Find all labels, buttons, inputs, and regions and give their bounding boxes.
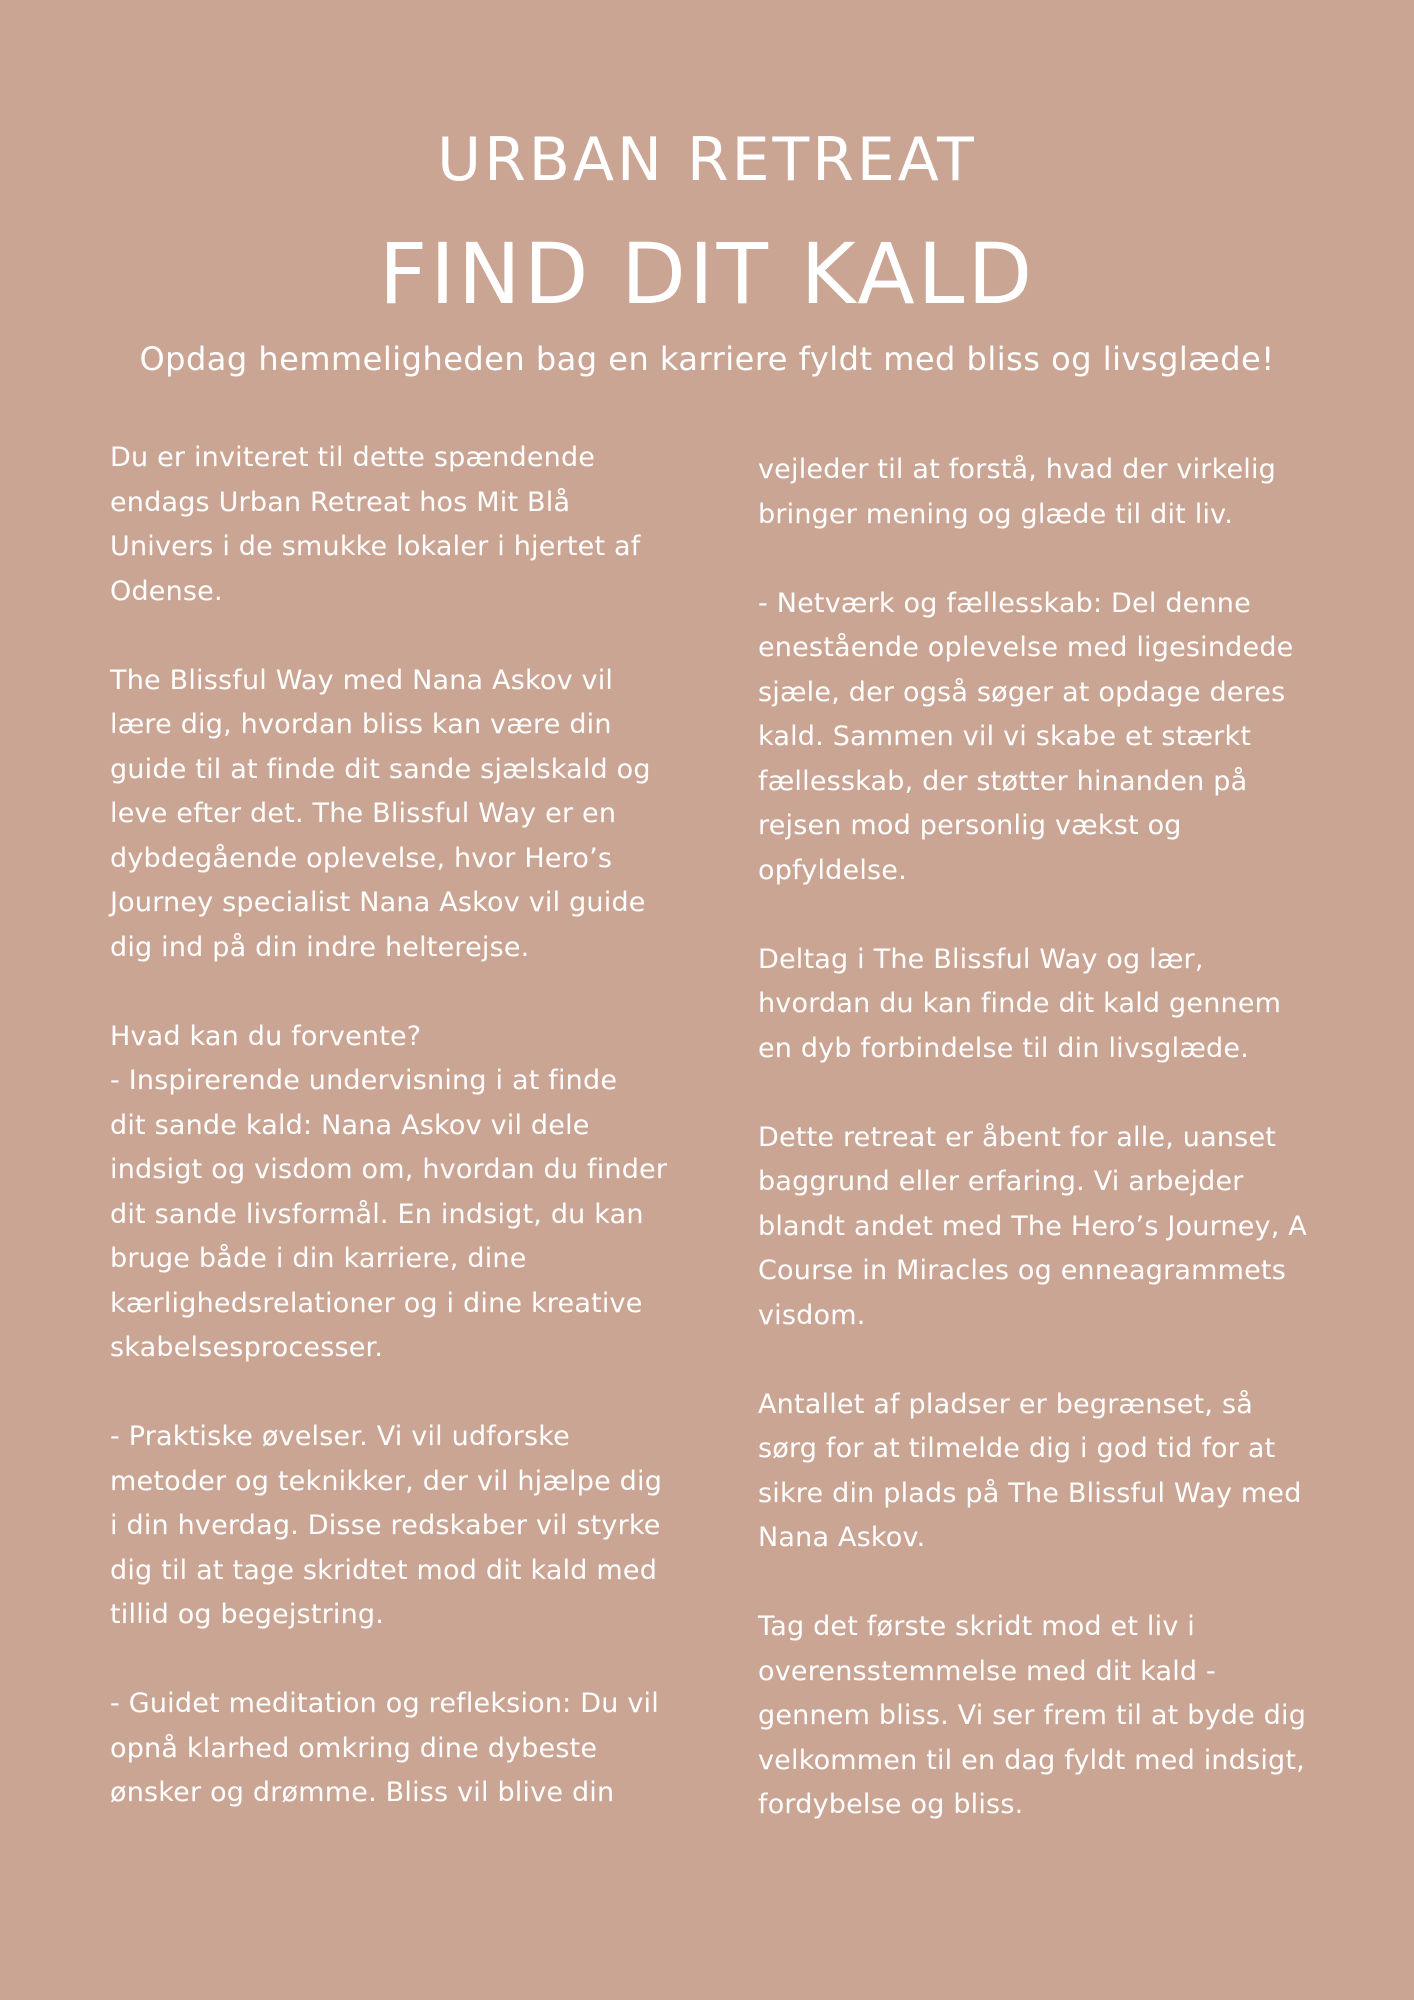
text-line: fællesskab, der støtter hinanden på xyxy=(758,765,1248,797)
text-line: Odense. xyxy=(110,575,223,607)
text-line: bruge både i din karriere, dine xyxy=(110,1243,527,1274)
left-column-paragraph xyxy=(110,436,720,614)
right-column-paragraph xyxy=(758,938,1398,1072)
text-line: - Praktiske øvelser. Vi vil udforske xyxy=(110,1421,570,1452)
right-column-paragraph xyxy=(758,582,1398,894)
left-column-paragraph xyxy=(110,1015,720,1371)
right-column-paragraph xyxy=(758,448,1398,537)
text-line: opnå klarhed omkring dine dybeste xyxy=(110,1732,598,1764)
text-line: i din hverdag. Disse redskaber vil styrke xyxy=(110,1510,661,1541)
right-text-column xyxy=(758,448,1398,1828)
text-line: kærlighedsrelationer og i dine kreative xyxy=(110,1287,643,1319)
right-column-paragraph xyxy=(758,1605,1398,1828)
text-line: Course in Miracles og enneagrammets xyxy=(758,1255,1286,1286)
text-line: kald. Sammen vil vi skabe et stærkt xyxy=(758,721,1252,752)
text-line: enestående oplevelse med ligesindede xyxy=(758,632,1294,663)
text-line: fordybelse og bliss. xyxy=(758,1789,1024,1820)
text-line: - Guidet meditation og refleksion: Du vil xyxy=(110,1688,659,1719)
text-line: en dyb forbindelse til din livsglæde. xyxy=(758,1032,1249,1064)
text-line: opfyldelse. xyxy=(758,854,907,886)
text-line: Hvad kan du forvente? xyxy=(110,1020,422,1052)
text-line: rejsen mod personlig vækst og xyxy=(758,810,1182,841)
text-line: bringer mening og glæde til dit liv. xyxy=(758,498,1234,530)
text-line: guide til at finde dit sande sjælskald og xyxy=(110,753,651,785)
left-column-paragraph xyxy=(110,659,720,971)
right-column-paragraph xyxy=(758,1116,1398,1339)
text-line: overensstemmelse med dit kald - xyxy=(758,1655,1216,1687)
text-line: - Inspirerende undervisning i at finde xyxy=(110,1065,618,1096)
text-line: Dette retreat er åbent for alle, uanset xyxy=(758,1121,1277,1153)
text-line: - Netværk og fællesskab: Del denne xyxy=(758,587,1251,619)
text-line: Tag det første skridt mod et liv i xyxy=(758,1611,1195,1642)
event-kicker: URBAN RETREAT xyxy=(437,125,977,195)
text-line: leve efter det. The Blissful Way er en xyxy=(110,798,617,829)
text-line: blandt andet med The Hero’s Journey, A xyxy=(758,1210,1307,1242)
text-line: dit sande kald: Nana Askov vil dele xyxy=(110,1109,590,1141)
text-line: indsigt og visdom om, hvordan du finder xyxy=(110,1154,668,1185)
text-line: endags Urban Retreat hos Mit Blå xyxy=(110,486,571,518)
left-text-column xyxy=(110,436,720,1816)
text-line: tillid og begejstring. xyxy=(110,1599,385,1630)
text-line: The Blissful Way med Nana Askov vil xyxy=(110,664,614,696)
text-line: velkommen til en dag fyldt med indsigt, xyxy=(758,1744,1305,1776)
page-title: FIND DIT KALD xyxy=(378,225,1036,323)
page-subtitle: Opdag hemmeligheden bag en karriere fyldt med bliss og livsglæde! xyxy=(139,340,1275,378)
text-line: vejleder til at forstå, hvad der virkelig xyxy=(758,454,1277,485)
text-line: lære dig, hvordan bliss kan være din xyxy=(110,709,612,740)
text-line: Antallet af pladser er begrænset, så xyxy=(758,1388,1253,1420)
text-line: baggrund eller erfaring. Vi arbejder xyxy=(758,1166,1244,1197)
text-line: gennem bliss. Vi ser frem til at byde dig xyxy=(758,1700,1307,1731)
text-line: Du er inviteret til dette spændende xyxy=(110,442,596,473)
text-line: Nana Askov. xyxy=(758,1522,926,1553)
text-line: visdom. xyxy=(758,1299,866,1331)
text-line: Univers i de smukke lokaler i hjertet af xyxy=(110,531,641,562)
text-line: dig til at tage skridtet mod dit kald med xyxy=(110,1554,658,1586)
text-line: sikre din plads på The Blissful Way med xyxy=(758,1477,1302,1509)
text-line: hvordan du kan finde dit kald gennem xyxy=(758,988,1282,1019)
text-line: Deltag i The Blissful Way og lær, xyxy=(758,943,1204,975)
right-column-paragraph xyxy=(758,1383,1398,1561)
text-line: Journey specialist Nana Askov vil guide xyxy=(110,887,646,918)
text-line: dit sande livsformål. En indsigt, du kan xyxy=(110,1198,644,1230)
text-line: sjæle, der også søger at opdage deres xyxy=(758,676,1286,708)
text-line: metoder og teknikker, der vil hjælpe dig xyxy=(110,1465,663,1497)
left-column-paragraph xyxy=(110,1682,720,1816)
text-line: dig ind på din indre helterejse. xyxy=(110,931,530,963)
text-line: dybdegående oplevelse, hvor Hero’s xyxy=(110,842,613,874)
text-line: skabelsesprocesser. xyxy=(110,1332,384,1363)
text-line: sørg for at tilmelde dig i god tid for at xyxy=(758,1433,1276,1464)
text-line: ønsker og drømme. Bliss vil blive din xyxy=(110,1777,615,1808)
left-column-paragraph xyxy=(110,1415,720,1638)
